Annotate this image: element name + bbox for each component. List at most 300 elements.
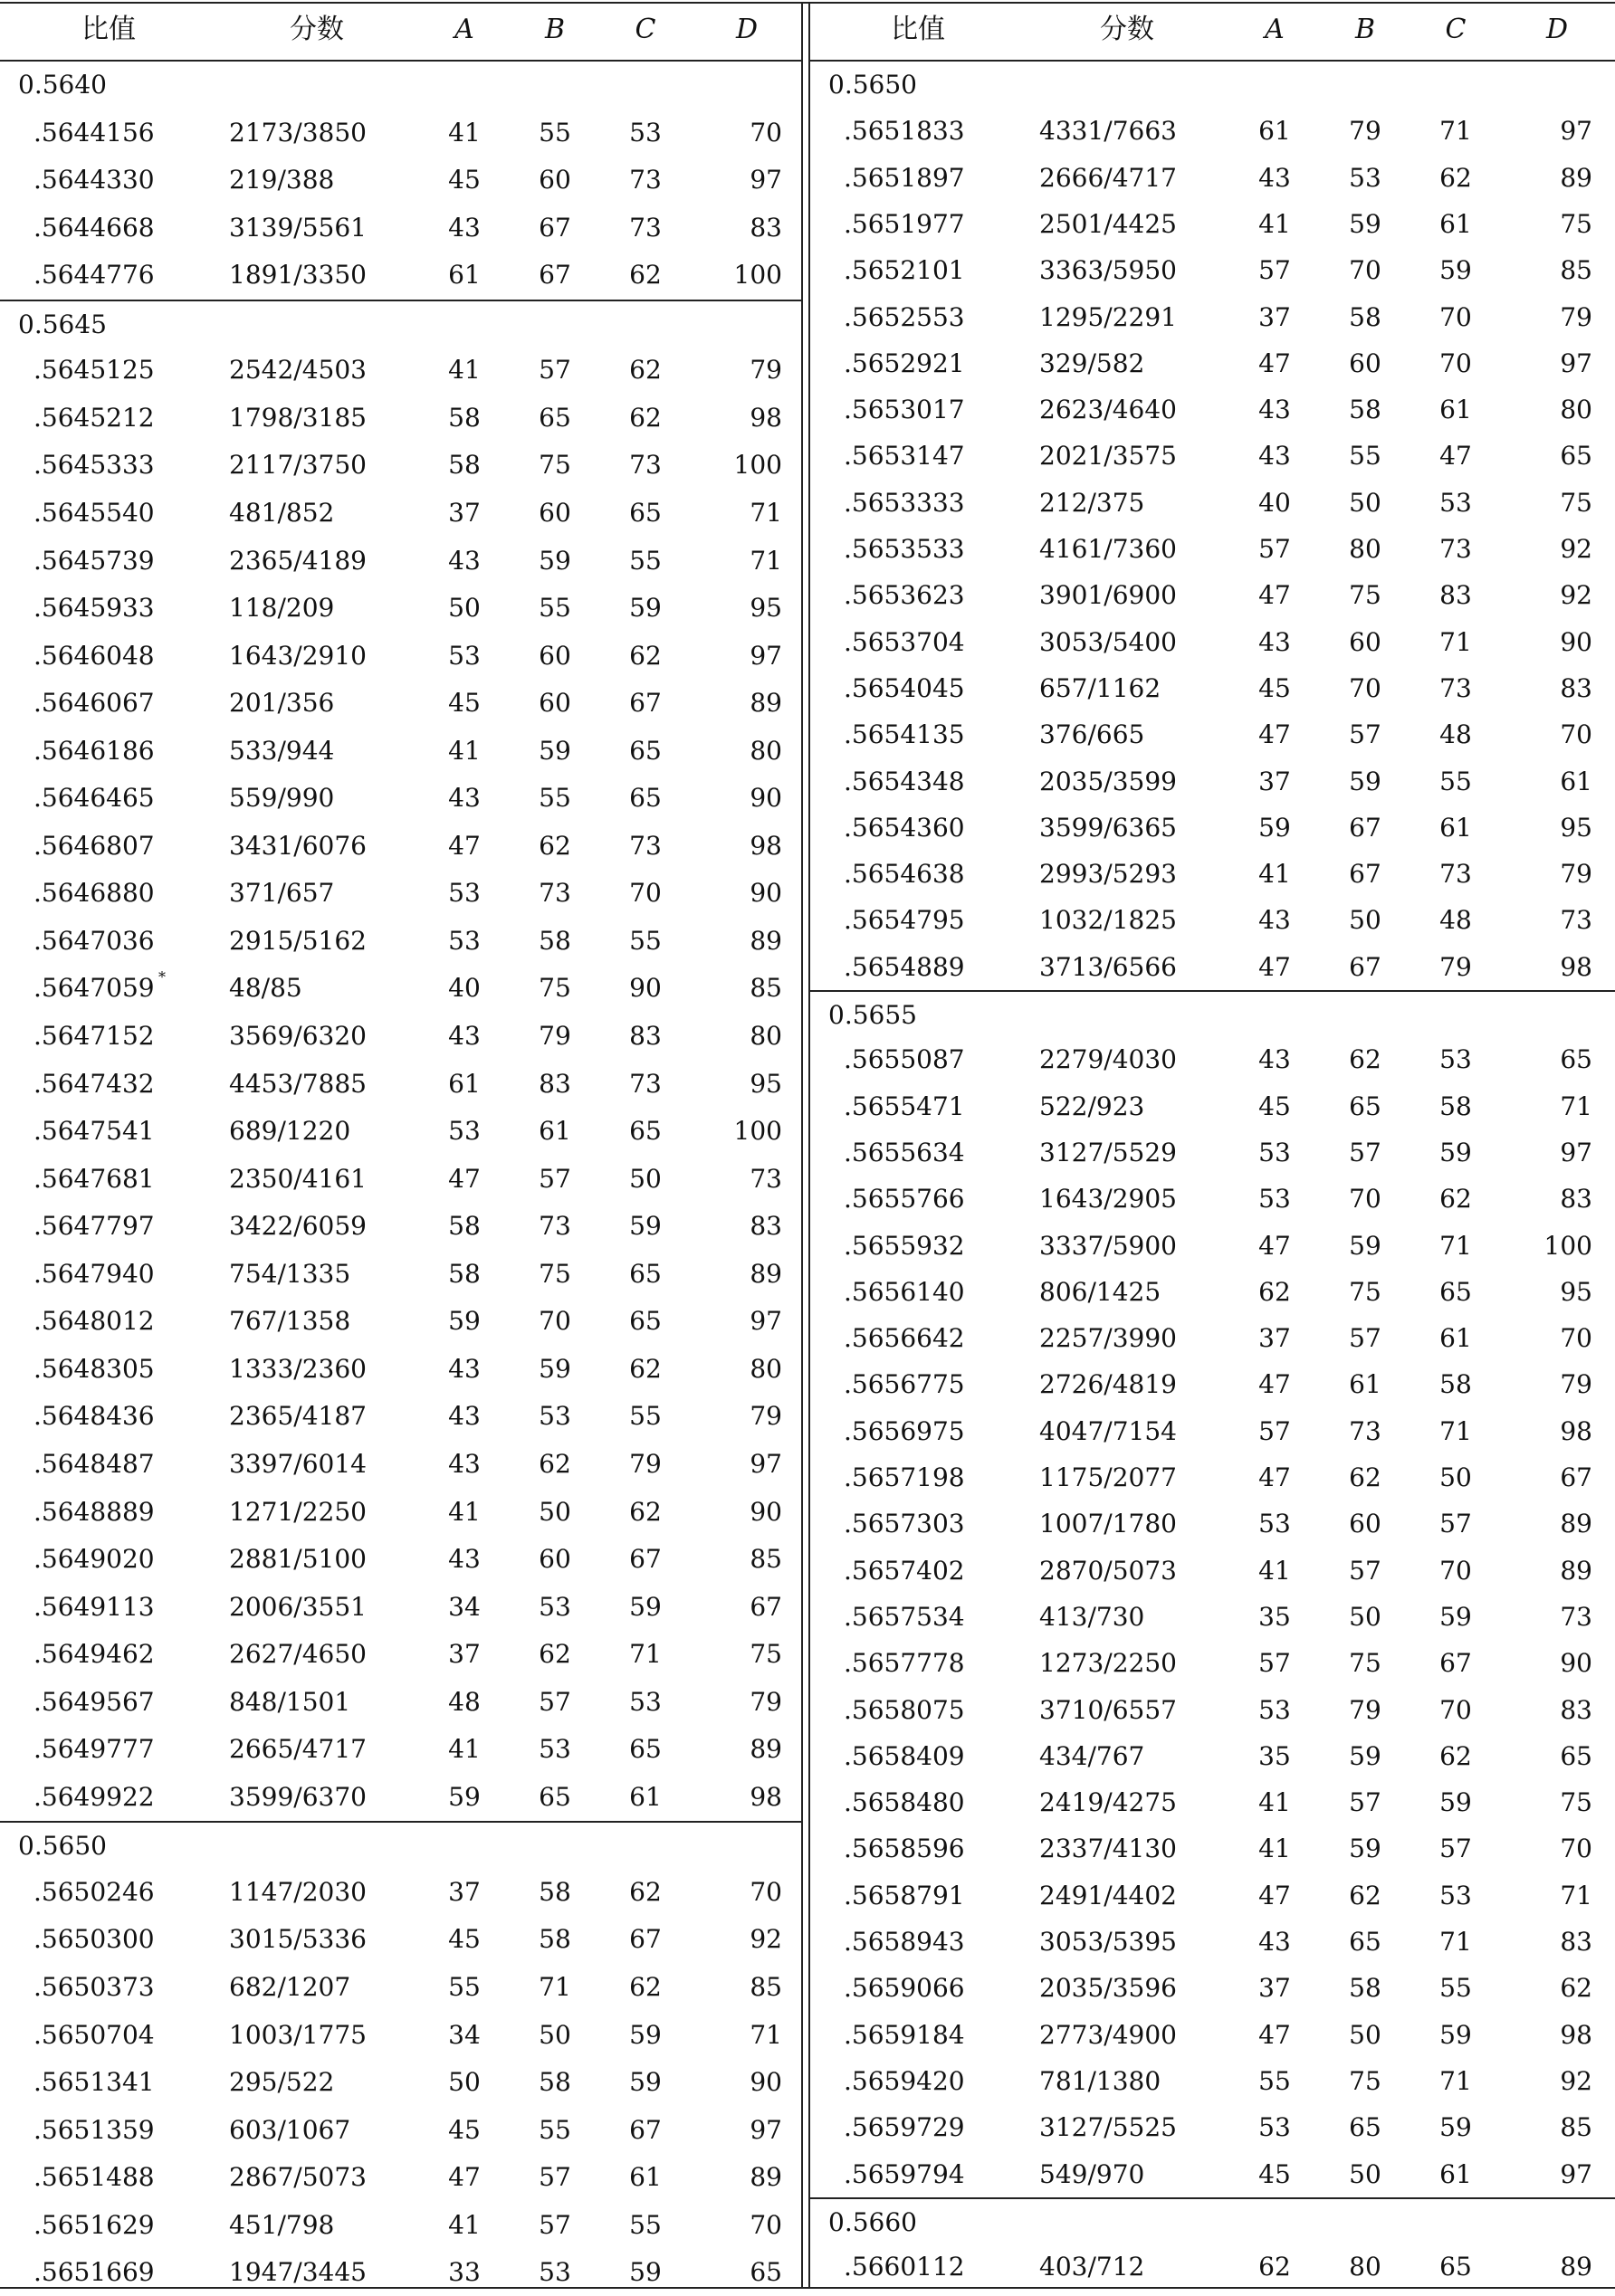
- c-cell: 48: [1439, 905, 1472, 936]
- ratio-cell: .5647059: [33, 973, 155, 1004]
- b-cell: 79: [1349, 1694, 1381, 1725]
- d-cell: 67: [750, 1591, 782, 1622]
- b-cell: 67: [539, 212, 571, 243]
- header-d: D: [1545, 14, 1569, 45]
- d-cell: 97: [1560, 2158, 1592, 2189]
- b-cell: 79: [1349, 116, 1381, 147]
- d-cell: 89: [750, 688, 782, 719]
- d-cell: 92: [1560, 534, 1592, 564]
- b-cell: 60: [1349, 626, 1381, 657]
- table-row: [810, 758, 1615, 805]
- d-cell: 85: [750, 1544, 782, 1575]
- c-cell: 71: [1439, 1230, 1472, 1261]
- b-cell: 50: [1349, 905, 1381, 936]
- group-header-row: [810, 2197, 1615, 2246]
- c-cell: 62: [1439, 162, 1472, 193]
- ratio-cell: .5658480: [844, 1787, 965, 1818]
- a-cell: 41: [1258, 1834, 1291, 1864]
- a-cell: 37: [448, 1876, 481, 1907]
- table-row: [810, 805, 1615, 852]
- d-cell: 80: [750, 735, 782, 766]
- fraction-cell: 1295/2291: [1039, 301, 1177, 332]
- c-cell: 73: [629, 212, 662, 243]
- b-cell: 58: [1349, 1973, 1381, 2004]
- fraction-cell: 2337/4130: [1039, 1834, 1177, 1864]
- a-cell: 43: [448, 1401, 481, 1432]
- ratio-cell: .5654135: [844, 719, 965, 750]
- ratio-cell: .5644668: [33, 212, 155, 243]
- a-cell: 47: [448, 1163, 481, 1194]
- fraction-cell: 1032/1825: [1039, 905, 1177, 936]
- b-cell: 53: [539, 2257, 571, 2288]
- table-row: [810, 1919, 1615, 1966]
- c-cell: 67: [629, 688, 662, 719]
- group-header-row: [810, 62, 1615, 109]
- b-cell: 62: [539, 1448, 571, 1479]
- a-cell: 33: [448, 2257, 481, 2288]
- table-row: [810, 1594, 1615, 1641]
- table-row: [0, 1203, 801, 1250]
- c-cell: 73: [629, 1068, 662, 1099]
- c-cell: 70: [1439, 301, 1472, 332]
- fraction-cell: 2665/4717: [229, 1734, 367, 1765]
- fraction-cell: 2870/5073: [1039, 1555, 1177, 1586]
- table-row: [0, 1298, 801, 1345]
- table-row: [0, 205, 801, 252]
- a-cell: 37: [1258, 766, 1291, 796]
- ratio-cell: .5646048: [33, 640, 155, 671]
- fraction-cell: 2419/4275: [1039, 1787, 1177, 1818]
- ratio-cell: .5653704: [844, 626, 965, 657]
- d-cell: 75: [1560, 487, 1592, 518]
- d-cell: 90: [1560, 1648, 1592, 1679]
- c-cell: 61: [1439, 395, 1472, 425]
- d-cell: 65: [1560, 1740, 1592, 1771]
- table-row: [0, 1013, 801, 1060]
- c-cell: 57: [1439, 1834, 1472, 1864]
- b-cell: 73: [1349, 1415, 1381, 1446]
- a-cell: 43: [1258, 905, 1291, 936]
- table-row: [810, 480, 1615, 527]
- d-cell: 83: [750, 1211, 782, 1242]
- fraction-cell: 2257/3990: [1039, 1323, 1177, 1354]
- ratio-cell: .5655932: [844, 1230, 965, 1261]
- a-cell: 45: [1258, 672, 1291, 703]
- b-cell: 53: [1349, 162, 1381, 193]
- c-cell: 65: [629, 1734, 662, 1765]
- header-d: D: [735, 14, 759, 45]
- table-row: [0, 2154, 801, 2201]
- a-cell: 53: [1258, 1509, 1291, 1539]
- fraction-cell: 2623/4640: [1039, 395, 1177, 425]
- table-row: [810, 851, 1615, 898]
- table-row: [810, 1036, 1615, 1083]
- d-cell: 79: [750, 355, 782, 386]
- header-ratio: 比值: [81, 14, 136, 45]
- a-cell: 53: [448, 878, 481, 909]
- d-cell: 97: [750, 1448, 782, 1479]
- d-cell: 71: [750, 2019, 782, 2050]
- ratio-cell: .5644776: [33, 260, 155, 291]
- ratio-cell: .5658409: [844, 1740, 965, 1771]
- c-cell: 71: [1439, 116, 1472, 147]
- c-cell: 90: [629, 973, 662, 1004]
- ratio-cell: .5648305: [33, 1353, 155, 1384]
- c-cell: 62: [629, 402, 662, 433]
- table-header-right: [810, 0, 1615, 62]
- c-cell: 62: [629, 1353, 662, 1384]
- d-cell: 85: [1560, 2112, 1592, 2143]
- d-cell: 62: [1560, 1973, 1592, 2004]
- c-cell: 71: [1439, 1927, 1472, 1957]
- b-cell: 67: [1349, 812, 1381, 843]
- d-cell: 71: [750, 497, 782, 528]
- d-cell: 89: [1560, 162, 1592, 193]
- ratio-cell: .5644330: [33, 165, 155, 195]
- fraction-cell: 689/1220: [229, 1116, 351, 1147]
- table-row: [0, 1156, 801, 1203]
- header-ratio: 比值: [891, 14, 945, 45]
- ratio-cell: .5652101: [844, 255, 965, 286]
- d-cell: 79: [1560, 1369, 1592, 1400]
- fraction-cell: 48/85: [229, 973, 302, 1004]
- fraction-cell: 1891/3350: [229, 260, 367, 291]
- b-cell: 55: [539, 593, 571, 624]
- table-row: [0, 442, 801, 489]
- d-cell: 71: [1560, 1880, 1592, 1910]
- b-cell: 75: [539, 1258, 571, 1289]
- b-cell: 60: [539, 688, 571, 719]
- c-cell: 67: [629, 2114, 662, 2145]
- b-cell: 50: [539, 1496, 571, 1527]
- d-cell: 90: [750, 1496, 782, 1527]
- table-row: [810, 1640, 1615, 1687]
- table-row: [810, 944, 1615, 991]
- b-cell: 60: [1349, 1509, 1381, 1539]
- b-cell: 50: [1349, 2158, 1381, 2189]
- fraction-cell: 754/1335: [229, 1258, 351, 1289]
- a-cell: 59: [448, 1306, 481, 1337]
- a-cell: 35: [1258, 1601, 1291, 1632]
- table-row: [0, 728, 801, 775]
- d-cell: 98: [1560, 1415, 1592, 1446]
- ratio-cell: .5646465: [33, 783, 155, 814]
- a-cell: 41: [1258, 208, 1291, 239]
- c-cell: 73: [1439, 672, 1472, 703]
- group-label: 0.5650: [828, 70, 917, 100]
- ratio-cell: .5645739: [33, 545, 155, 576]
- b-cell: 57: [539, 1163, 571, 1194]
- d-cell: 85: [750, 973, 782, 1004]
- group-header-row: [0, 300, 801, 348]
- d-cell: 61: [1560, 766, 1592, 796]
- d-cell: 73: [750, 1163, 782, 1194]
- c-cell: 59: [1439, 1787, 1472, 1818]
- a-cell: 41: [448, 1734, 481, 1765]
- b-cell: 50: [1349, 2019, 1381, 2050]
- c-cell: 73: [1439, 534, 1472, 564]
- a-cell: 41: [1258, 1555, 1291, 1586]
- table-row: [810, 1223, 1615, 1270]
- fraction-cell: 2627/4650: [229, 1639, 367, 1670]
- a-cell: 47: [1258, 1462, 1291, 1492]
- fraction-cell: 201/356: [229, 688, 335, 719]
- ratio-cell: .5649777: [33, 1734, 155, 1765]
- ratio-cell: .5654348: [844, 766, 965, 796]
- fraction-cell: 767/1358: [229, 1306, 351, 1337]
- fraction-cell: 118/209: [229, 593, 335, 624]
- d-cell: 71: [1560, 1091, 1592, 1121]
- fraction-cell: 2915/5162: [229, 925, 367, 956]
- a-cell: 55: [1258, 2065, 1291, 2096]
- ratio-cell: .5649462: [33, 1639, 155, 1670]
- a-cell: 47: [1258, 580, 1291, 611]
- b-cell: 75: [539, 973, 571, 1004]
- table-row: [810, 155, 1615, 202]
- b-cell: 62: [539, 1639, 571, 1670]
- b-cell: 67: [1349, 859, 1381, 890]
- b-cell: 75: [1349, 1276, 1381, 1307]
- b-cell: 80: [1349, 2252, 1381, 2282]
- ratio-cell: .5645125: [33, 355, 155, 386]
- b-cell: 53: [539, 1734, 571, 1765]
- c-cell: 62: [1439, 1184, 1472, 1215]
- b-cell: 55: [539, 117, 571, 148]
- fraction-cell: 2279/4030: [1039, 1044, 1177, 1075]
- c-cell: 57: [1439, 1509, 1472, 1539]
- ratio-cell: .5655087: [844, 1044, 965, 1075]
- c-cell: 71: [1439, 2065, 1472, 2096]
- c-cell: 55: [1439, 766, 1472, 796]
- b-cell: 59: [1349, 1834, 1381, 1864]
- a-cell: 43: [448, 212, 481, 243]
- table-row: [0, 395, 801, 442]
- group-header-row: [810, 990, 1615, 1039]
- b-cell: 75: [1349, 580, 1381, 611]
- d-cell: 95: [1560, 1276, 1592, 1307]
- fraction-cell: 1175/2077: [1039, 1462, 1177, 1492]
- a-cell: 45: [448, 165, 481, 195]
- table-row: [810, 1269, 1615, 1316]
- b-cell: 61: [1349, 1369, 1381, 1400]
- ratio-cell: .5650300: [33, 1924, 155, 1955]
- c-cell: 61: [629, 1781, 662, 1812]
- table-row: [810, 108, 1615, 155]
- d-cell: 80: [750, 1353, 782, 1384]
- a-cell: 53: [1258, 1137, 1291, 1167]
- fraction-cell: 2117/3750: [229, 450, 367, 481]
- d-cell: 98: [750, 402, 782, 433]
- ratio-cell: .5657198: [844, 1462, 965, 1492]
- a-cell: 58: [448, 1258, 481, 1289]
- ratio-cell: .5648889: [33, 1496, 155, 1527]
- ratio-cell: .5649922: [33, 1781, 155, 1812]
- ratio-cell: .5647432: [33, 1068, 155, 1099]
- ratio-cell: .5658075: [844, 1694, 965, 1725]
- ratio-cell: .5653533: [844, 534, 965, 564]
- ratio-cell: .5658791: [844, 1880, 965, 1910]
- ratio-cell: .5645933: [33, 593, 155, 624]
- b-cell: 71: [539, 1972, 571, 2002]
- ratio-cell: .5651977: [844, 208, 965, 239]
- a-cell: 45: [1258, 2158, 1291, 2189]
- fraction-cell: 3599/6365: [1039, 812, 1177, 843]
- fraction-cell: 212/375: [1039, 487, 1145, 518]
- ratio-cell: .5657534: [844, 1601, 965, 1632]
- fraction-cell: 481/852: [229, 497, 335, 528]
- c-cell: 50: [1439, 1462, 1472, 1492]
- b-cell: 62: [1349, 1462, 1381, 1492]
- d-cell: 97: [750, 165, 782, 195]
- ratio-cell: .5649020: [33, 1544, 155, 1575]
- ratio-cell: .5650704: [33, 2019, 155, 2050]
- d-cell: 75: [1560, 208, 1592, 239]
- table-row: [810, 247, 1615, 294]
- fraction-cell: 559/990: [229, 783, 335, 814]
- a-cell: 41: [448, 355, 481, 386]
- a-cell: 47: [1258, 348, 1291, 378]
- c-cell: 83: [629, 1021, 662, 1051]
- ratio-cell: .5654889: [844, 951, 965, 982]
- d-cell: 89: [1560, 2252, 1592, 2282]
- fraction-cell: 434/767: [1039, 1740, 1145, 1771]
- ratio-cell: .5650246: [33, 1876, 155, 1907]
- ratio-cell: .5659184: [844, 2019, 965, 2050]
- a-cell: 45: [1258, 1091, 1291, 1121]
- table-row: [0, 1251, 801, 1298]
- table-row: [0, 1108, 801, 1155]
- b-cell: 75: [1349, 2065, 1381, 2096]
- b-cell: 60: [539, 640, 571, 671]
- d-cell: 92: [1560, 2065, 1592, 2096]
- b-cell: 57: [539, 2209, 571, 2240]
- b-cell: 59: [1349, 1230, 1381, 1261]
- c-cell: 65: [629, 735, 662, 766]
- fraction-cell: 371/657: [229, 878, 335, 909]
- fraction-cell: 3337/5900: [1039, 1230, 1177, 1261]
- d-cell: 70: [1560, 719, 1592, 750]
- b-cell: 57: [539, 355, 571, 386]
- b-cell: 57: [539, 1686, 571, 1717]
- group-label: 0.5660: [828, 2206, 917, 2237]
- d-cell: 100: [733, 260, 782, 291]
- table-row: [0, 347, 801, 394]
- a-cell: 47: [448, 2162, 481, 2193]
- a-cell: 41: [1258, 859, 1291, 890]
- fraction-cell: 3397/6014: [229, 1448, 367, 1479]
- ratio-cell: .5651833: [844, 116, 965, 147]
- c-cell: 65: [629, 783, 662, 814]
- table-row: [810, 1548, 1615, 1595]
- c-cell: 65: [629, 1116, 662, 1147]
- b-cell: 58: [539, 1924, 571, 1955]
- d-cell: 92: [750, 1924, 782, 1955]
- table-row: [0, 1726, 801, 1773]
- d-cell: 85: [750, 1972, 782, 2002]
- ratio-cell: .5654795: [844, 905, 965, 936]
- fraction-cell: 549/970: [1039, 2158, 1145, 2189]
- fraction-cell: 1003/1775: [229, 2019, 367, 2050]
- footnote-marker: *: [158, 968, 166, 986]
- ratio-cell: .5654638: [844, 859, 965, 890]
- d-cell: 98: [750, 830, 782, 861]
- table-row: [0, 633, 801, 680]
- table-row: [0, 1869, 801, 1916]
- d-cell: 70: [750, 117, 782, 148]
- a-cell: 47: [1258, 1880, 1291, 1910]
- b-cell: 75: [539, 450, 571, 481]
- b-cell: 53: [539, 1591, 571, 1622]
- table-row: [0, 823, 801, 870]
- a-cell: 59: [1258, 812, 1291, 843]
- b-cell: 58: [1349, 395, 1381, 425]
- a-cell: 53: [1258, 1184, 1291, 1215]
- d-cell: 97: [1560, 1137, 1592, 1167]
- ratio-cell: .5658596: [844, 1834, 965, 1864]
- ratio-cell: .5658943: [844, 1927, 965, 1957]
- c-cell: 59: [1439, 1601, 1472, 1632]
- a-cell: 37: [1258, 1323, 1291, 1354]
- d-cell: 97: [750, 640, 782, 671]
- a-cell: 43: [1258, 162, 1291, 193]
- a-cell: 58: [448, 1211, 481, 1242]
- ratio-cell: .5648436: [33, 1401, 155, 1432]
- c-cell: 73: [629, 830, 662, 861]
- table-row: [0, 1679, 801, 1726]
- fraction-cell: 1947/3445: [229, 2257, 367, 2288]
- ratio-cell: .5659794: [844, 2158, 965, 2189]
- a-cell: 53: [1258, 1694, 1291, 1725]
- d-cell: 90: [750, 878, 782, 909]
- b-cell: 57: [1349, 1323, 1381, 1354]
- table-row: [0, 1916, 801, 1963]
- c-cell: 59: [1439, 2019, 1472, 2050]
- table-row: [810, 619, 1615, 666]
- d-cell: 83: [750, 212, 782, 243]
- d-cell: 65: [1560, 1044, 1592, 1075]
- b-cell: 55: [539, 783, 571, 814]
- b-cell: 58: [539, 2067, 571, 2098]
- c-cell: 61: [629, 2162, 662, 2193]
- c-cell: 55: [629, 1401, 662, 1432]
- ratio-cell: .5651669: [33, 2257, 155, 2288]
- table-row: [0, 2202, 801, 2249]
- d-cell: 71: [750, 545, 782, 576]
- ratio-cell: .5648487: [33, 1448, 155, 1479]
- d-cell: 90: [750, 2067, 782, 2098]
- fraction-cell: 1798/3185: [229, 402, 367, 433]
- d-cell: 100: [1543, 1230, 1592, 1261]
- table-row: [0, 1393, 801, 1440]
- a-cell: 58: [448, 402, 481, 433]
- a-cell: 47: [448, 830, 481, 861]
- ratio-cell: .5653147: [844, 441, 965, 472]
- table-row: [0, 1536, 801, 1583]
- group-header-row: [0, 62, 801, 109]
- a-cell: 43: [448, 1448, 481, 1479]
- d-cell: 97: [1560, 348, 1592, 378]
- ratio-cell: .5647681: [33, 1163, 155, 1194]
- ratio-cell: .5654045: [844, 672, 965, 703]
- b-cell: 59: [1349, 1740, 1381, 1771]
- d-cell: 70: [1560, 1834, 1592, 1864]
- c-cell: 79: [629, 1448, 662, 1479]
- c-cell: 71: [629, 1639, 662, 1670]
- a-cell: 61: [1258, 116, 1291, 147]
- fraction-cell: 3569/6320: [229, 1021, 367, 1051]
- d-cell: 90: [750, 783, 782, 814]
- b-cell: 70: [1349, 672, 1381, 703]
